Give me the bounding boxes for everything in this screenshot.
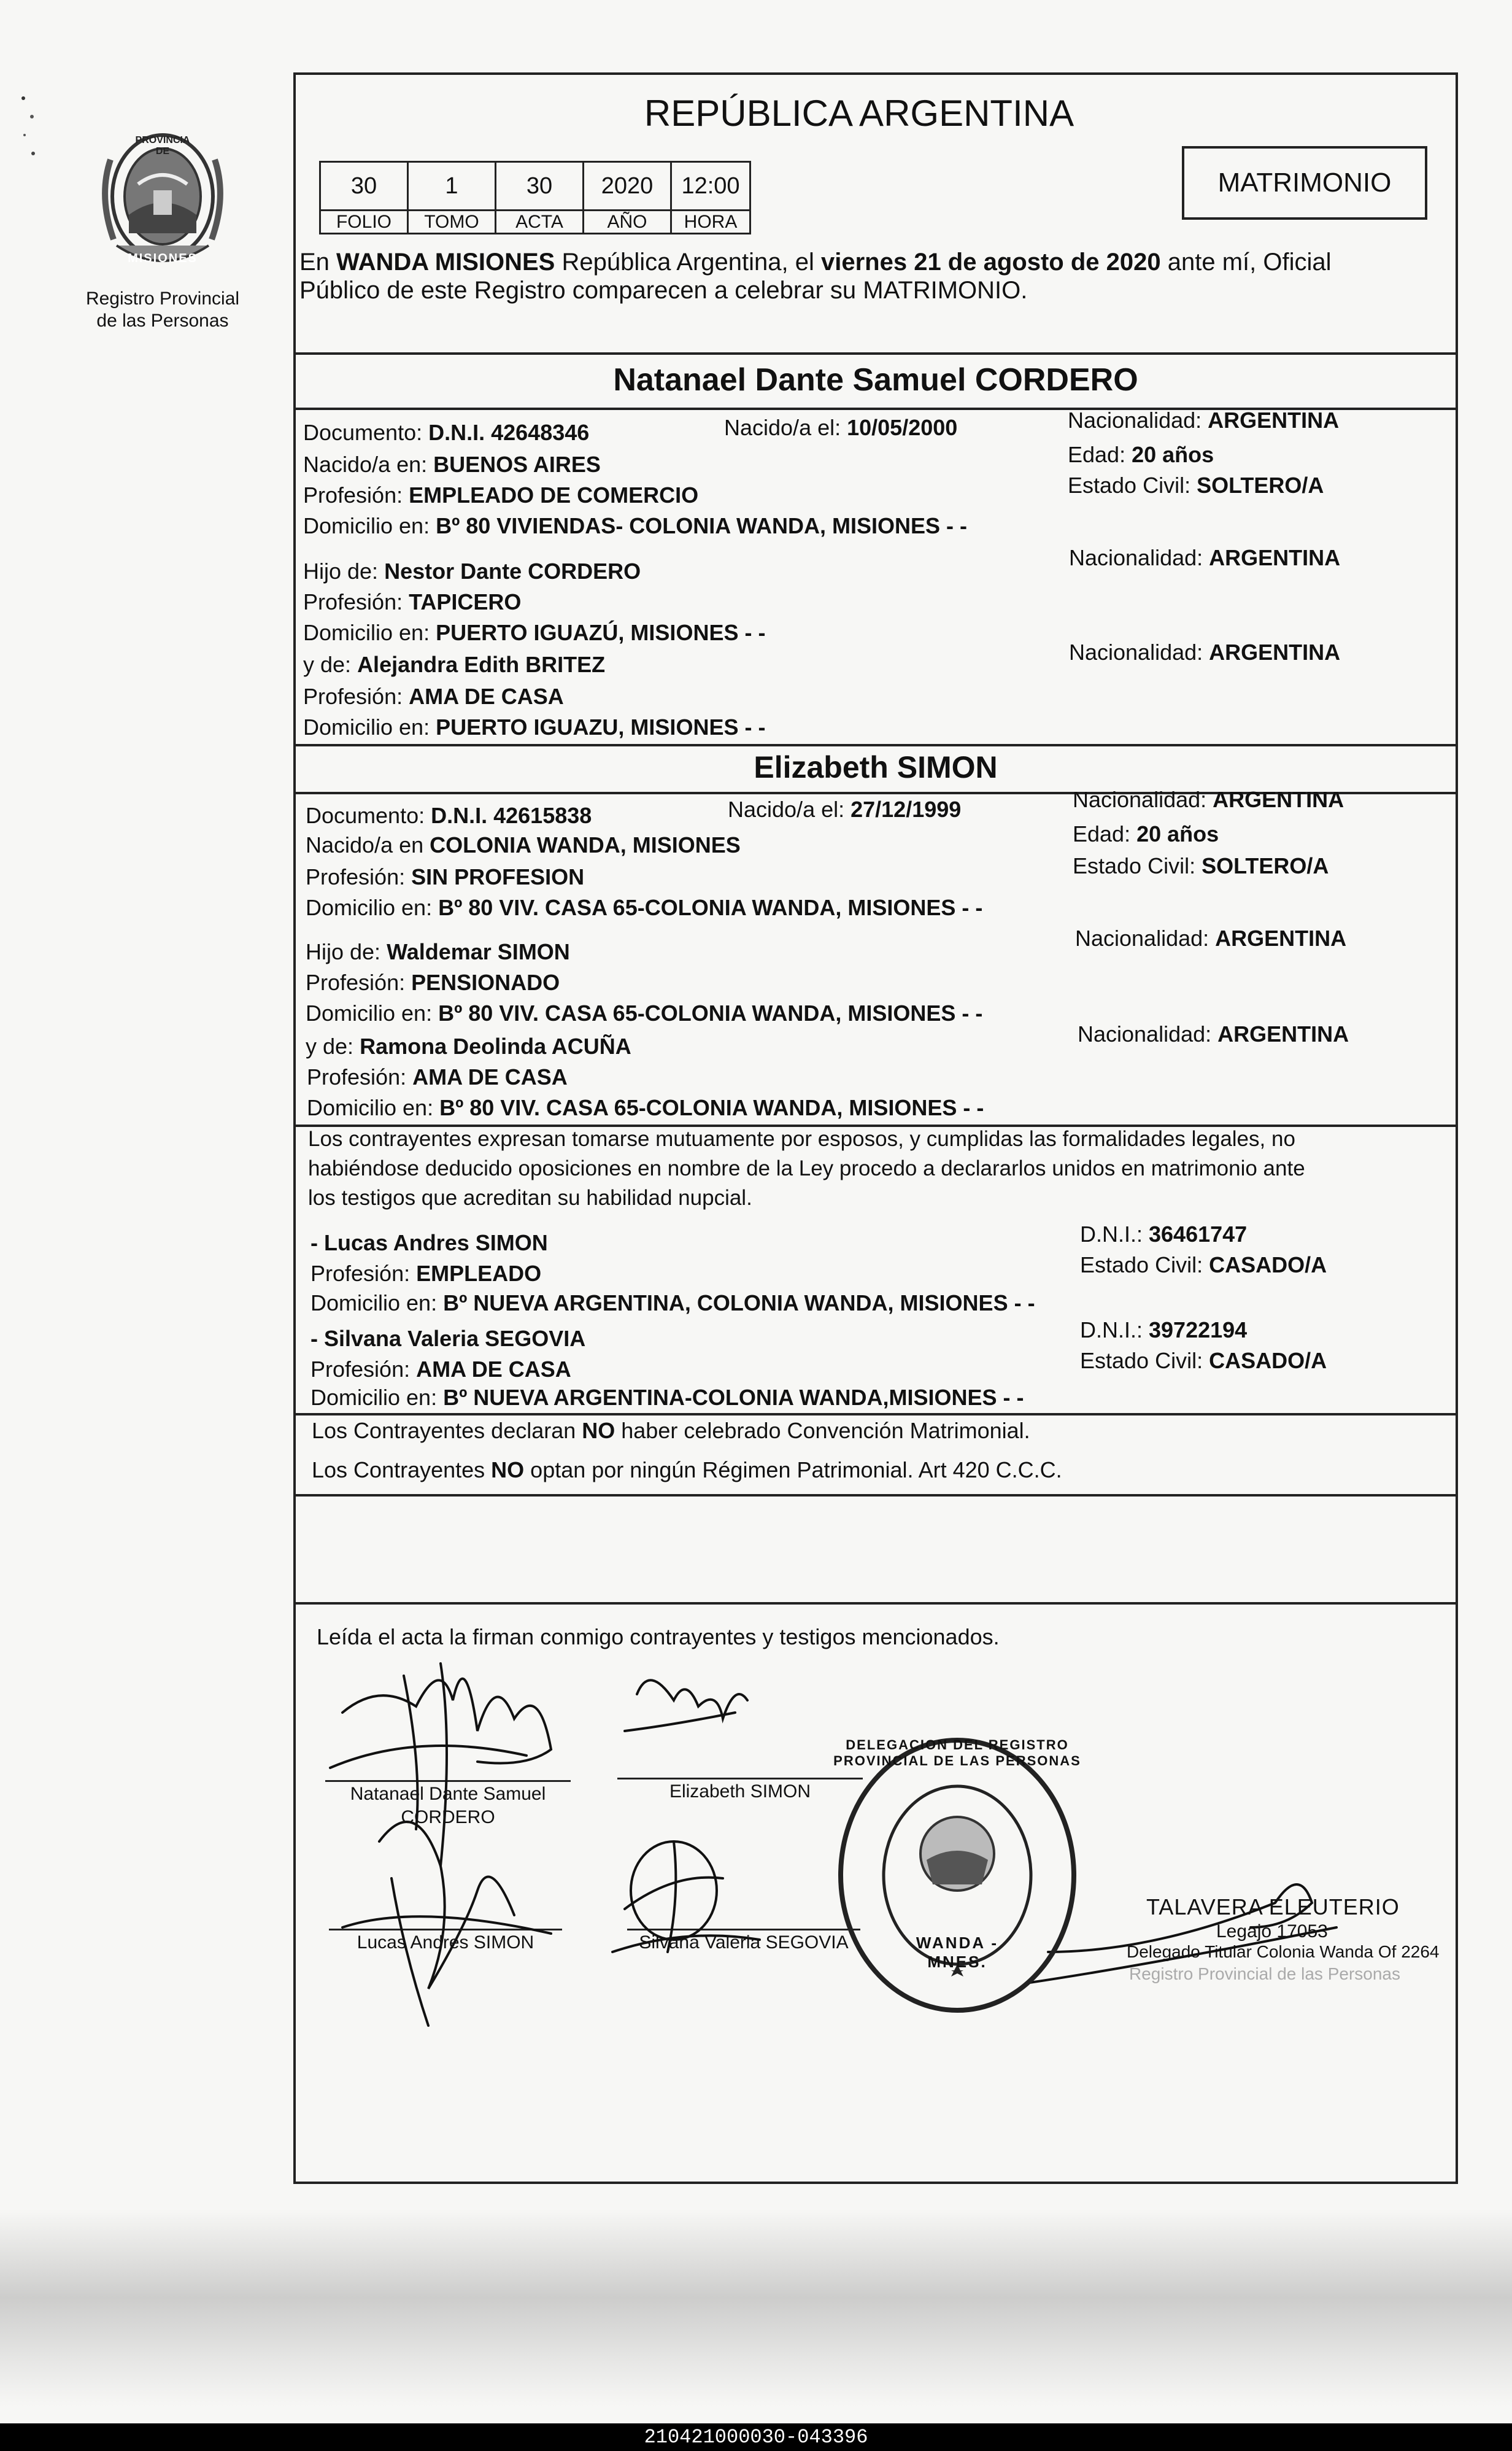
spouse1-father <box>303 559 641 584</box>
value: ARGENTINA <box>1208 408 1340 433</box>
divider <box>293 352 1458 355</box>
label: Nacido/a en <box>306 832 430 858</box>
divider <box>293 1413 1458 1415</box>
label: Hijo de: <box>303 559 385 584</box>
value: ARGENTINA <box>1209 640 1341 665</box>
spouse2-address <box>306 895 982 920</box>
witness1-name: - Lucas Andres SIMON <box>310 1230 548 1255</box>
province-seal <box>92 123 233 288</box>
declaration-line1: Los contrayentes expresan tomarse mutuamente por esposos, y cumplidas las formalidades legales, no <box>308 1127 1295 1151</box>
value: SOLTERO/A <box>1197 473 1324 498</box>
label: Nacido/a el: <box>728 797 851 822</box>
label: Nacido/a el: <box>724 415 847 440</box>
signature-label-witness2: Silvana Valeria SEGOVIA <box>639 1932 849 1953</box>
spouse2-mother-profession <box>307 1064 568 1090</box>
value: Bº 80 VIV. CASA 65-COLONIA WANDA, MISIONES - - <box>438 895 983 920</box>
value: AMA DE CASA <box>412 1064 568 1090</box>
label: Nacido/a en: <box>303 452 434 477</box>
spouse1-birthdate <box>724 415 957 440</box>
country-title: REPÚBLICA ARGENTINA <box>644 93 1074 134</box>
label: Profesión: <box>303 684 409 709</box>
label: Documento: <box>303 420 429 445</box>
witness2-dni <box>1080 1317 1247 1342</box>
stamp-outer-label <box>828 1737 1086 1769</box>
label: Domicilio en: <box>303 714 436 740</box>
value: Bº NUEVA ARGENTINA-COLONIA WANDA,MISIONES - - <box>443 1385 1024 1410</box>
value: PENSIONADO <box>411 970 560 995</box>
spouse2-mother-nationality <box>1078 1021 1349 1047</box>
spouse1-mother-address <box>303 714 765 740</box>
spouse1-nationality <box>1068 408 1339 433</box>
label: Profesión: <box>303 482 409 508</box>
witness2-name: - Silvana Valeria SEGOVIA <box>310 1326 586 1351</box>
tomo-label: TOMO <box>407 209 496 234</box>
witness2-civil-status <box>1080 1348 1327 1373</box>
spouse2-father-nationality <box>1075 926 1346 951</box>
spouse2-civil-status <box>1073 853 1329 878</box>
spouse1-address <box>303 513 967 538</box>
spouse1-name: Natanael Dante Samuel CORDERO <box>613 362 1138 398</box>
value: CASADO/A <box>1209 1348 1327 1373</box>
hora-label: HORA <box>670 209 751 234</box>
anio-label: AÑO <box>582 209 672 234</box>
spouse1-document <box>303 420 589 445</box>
spouse2-father-profession <box>306 970 560 995</box>
convention-line1 <box>312 1418 1030 1443</box>
intro-date: viernes 21 de agosto de 2020 <box>820 249 1161 276</box>
acta-label: ACTA <box>495 209 584 234</box>
spouse2-father-address <box>306 1001 982 1026</box>
spouse2-birthplace <box>306 832 741 858</box>
intro-text: República Argentina, el <box>555 249 821 276</box>
value: EMPLEADO DE COMERCIO <box>409 482 699 508</box>
value: COLONIA WANDA, MISIONES <box>430 832 741 858</box>
tomo-value: 1 <box>407 161 496 211</box>
label: D.N.I.: <box>1080 1317 1149 1342</box>
value: BUENOS AIRES <box>433 452 601 477</box>
folio-label: FOLIO <box>319 209 409 234</box>
registry-name-line1: Registro Provincial <box>85 288 240 309</box>
witness1-dni <box>1080 1222 1247 1247</box>
witness2-address <box>310 1385 1024 1410</box>
label: Domicilio en: <box>303 620 436 645</box>
value: ARGENTINA <box>1217 1021 1349 1047</box>
scan-shadow <box>0 2210 1512 2406</box>
signature-label-witness1: Lucas Andres SIMON <box>357 1932 534 1953</box>
registry-name-line2: de las Personas <box>96 311 229 331</box>
label: Nacionalidad: <box>1075 926 1216 951</box>
acta-value: 30 <box>495 161 584 211</box>
signatures-intro: Leída el acta la firman conmigo contrayentes y testigos mencionados. <box>317 1624 1000 1649</box>
spouse1-mother-profession <box>303 684 564 709</box>
value: CASADO/A <box>1209 1252 1327 1277</box>
label: Profesión: <box>307 1064 413 1090</box>
label: Domicilio en: <box>310 1385 444 1410</box>
value: Bº NUEVA ARGENTINA, COLONIA WANDA, MISIONES - - <box>443 1290 1035 1315</box>
value: Bº 80 VIV. CASA 65-COLONIA WANDA, MISIONES - - <box>438 1001 983 1026</box>
value: 10/05/2000 <box>847 415 958 440</box>
act-type-box: MATRIMONIO <box>1182 146 1427 220</box>
convention-line2 <box>312 1457 1062 1482</box>
value: 39722194 <box>1149 1317 1248 1342</box>
witness1-civil-status <box>1080 1252 1327 1277</box>
official-registry: Registro Provincial de las Personas <box>1129 1964 1400 1983</box>
text: Los Contrayentes declaran <box>312 1418 582 1443</box>
value: D.N.I. 42615838 <box>431 803 592 828</box>
label: Estado Civil: <box>1068 473 1197 498</box>
seal-bottom-text: MISIONES <box>128 252 198 265</box>
spouse2-mother-address <box>307 1095 984 1120</box>
signature-label-spouse2: Elizabeth SIMON <box>669 1781 811 1802</box>
spouse1-profession <box>303 482 698 508</box>
value: ARGENTINA <box>1213 787 1344 812</box>
record-index-grid <box>319 161 751 234</box>
label: Nacionalidad: <box>1073 787 1213 812</box>
label: Domicilio en: <box>307 1095 440 1120</box>
declaration-line2: habiéndose deducido oposiciones en nombre de la Ley procedo a declararlos unidos en matrimonio ante <box>308 1156 1305 1180</box>
spouse1-age <box>1068 442 1214 467</box>
stamp-center-text: WANDA - MNES. <box>916 1934 999 1971</box>
spouse2-profession <box>306 864 584 889</box>
spouse2-mother <box>306 1034 631 1059</box>
seal-top-text: PROVINCIA DE <box>135 135 190 157</box>
label: Edad: <box>1073 821 1137 846</box>
label: y de: <box>303 652 358 677</box>
value: ARGENTINA <box>1215 926 1347 951</box>
label: Estado Civil: <box>1080 1252 1209 1277</box>
value: Bº 80 VIVIENDAS- COLONIA WANDA, MISIONES - - <box>436 513 967 538</box>
spouse2-father <box>306 939 570 964</box>
label: Estado Civil: <box>1073 853 1202 878</box>
emphasis: NO <box>582 1418 615 1443</box>
intro-text: ante mí, Oficial <box>1160 249 1332 276</box>
value: EMPLEADO <box>416 1261 542 1286</box>
spouse1-birthplace <box>303 452 601 477</box>
value: PUERTO IGUAZU, MISIONES - - <box>436 714 766 740</box>
label: Profesión: <box>303 589 409 614</box>
value: D.N.I. 42648346 <box>428 420 590 445</box>
divider <box>293 1602 1458 1605</box>
witness1-profession <box>310 1261 541 1286</box>
spouse1-mother <box>303 652 605 677</box>
value: 20 años <box>1132 442 1214 467</box>
value: SIN PROFESION <box>411 864 585 889</box>
label: Documento: <box>306 803 431 828</box>
label: Nacionalidad: <box>1068 408 1208 433</box>
divider <box>293 1494 1458 1497</box>
anio-value: 2020 <box>582 161 672 211</box>
intro-line2: Público de este Registro comparecen a celebrar su MATRIMONIO. <box>299 277 1028 304</box>
official-name: TALAVERA ELEUTERIO <box>1146 1894 1400 1919</box>
value: SOLTERO/A <box>1202 853 1329 878</box>
value: Alejandra Edith BRITEZ <box>357 652 606 677</box>
hora-value: 12:00 <box>670 161 751 211</box>
divider <box>293 744 1458 746</box>
spouse2-nationality <box>1073 787 1344 812</box>
label: Domicilio en: <box>306 895 439 920</box>
value: AMA DE CASA <box>416 1357 571 1382</box>
value: 27/12/1999 <box>850 797 962 822</box>
label: D.N.I.: <box>1080 1222 1149 1247</box>
value: 36461747 <box>1149 1222 1248 1247</box>
official-stamp <box>828 1731 1086 2019</box>
value: Waldemar SIMON <box>387 939 570 964</box>
label: Domicilio en: <box>306 1001 439 1026</box>
text: Los Contrayentes <box>312 1457 492 1482</box>
text: optan por ningún Régimen Patrimonial. Art 420 C.C.C. <box>524 1457 1062 1482</box>
label: Domicilio en: <box>310 1290 444 1315</box>
spouse1-father-nationality <box>1069 545 1340 570</box>
folio-value: 30 <box>319 161 409 211</box>
emphasis: NO <box>491 1457 525 1482</box>
witness2-profession <box>310 1357 571 1382</box>
intro-text: En <box>299 249 337 276</box>
label: Nacionalidad: <box>1069 545 1209 570</box>
value: Ramona Deolinda ACUÑA <box>360 1034 631 1059</box>
spouse2-document <box>306 803 592 828</box>
label: Hijo de: <box>306 939 387 964</box>
value: PUERTO IGUAZÚ, MISIONES - - <box>436 620 766 645</box>
label: Profesión: <box>306 864 412 889</box>
value: TAPICERO <box>409 589 522 614</box>
official-title: Delegado Titular Colonia Wanda Of 2264 <box>1127 1942 1440 1961</box>
signature-label-spouse1-surname: CORDERO <box>401 1807 495 1827</box>
spouse2-name: Elizabeth SIMON <box>754 750 998 784</box>
value: ARGENTINA <box>1209 545 1341 570</box>
spouse1-civil-status <box>1068 473 1324 498</box>
spouse1-mother-nationality <box>1069 640 1340 665</box>
scan-marks <box>18 92 37 166</box>
label: y de: <box>306 1034 360 1059</box>
label: Profesión: <box>310 1357 417 1382</box>
official-legajo: Legajo 17053 <box>1216 1921 1328 1942</box>
value: Bº 80 VIV. CASA 65-COLONIA WANDA, MISIONES - - <box>439 1095 984 1120</box>
value: Nestor Dante CORDERO <box>384 559 641 584</box>
witness1-address <box>310 1290 1035 1315</box>
value: AMA DE CASA <box>409 684 564 709</box>
spouse2-age <box>1073 821 1219 846</box>
value: 20 años <box>1136 821 1219 846</box>
spouse2-birthdate <box>728 797 961 822</box>
label: Edad: <box>1068 442 1132 467</box>
declaration-line3: los testigos que acreditan su habilidad nupcial. <box>308 1186 752 1210</box>
text: haber celebrado Convención Matrimonial. <box>615 1418 1030 1443</box>
label: Profesión: <box>306 970 412 995</box>
document-barcode-id: 210421000030-043396 <box>0 2423 1512 2451</box>
intro-line1 <box>299 248 1331 276</box>
signature-label-spouse1: Natanael Dante Samuel <box>350 1784 546 1804</box>
label: Domicilio en: <box>303 513 436 538</box>
intro-place: WANDA MISIONES <box>336 249 555 276</box>
stamp-text: DELEGACION DEL REGISTRO PROVINCIAL DE LAS PERSONAS <box>833 1737 1081 1768</box>
label: Nacionalidad: <box>1069 640 1209 665</box>
label: Estado Civil: <box>1080 1348 1209 1373</box>
spouse1-father-address <box>303 620 765 645</box>
label: Nacionalidad: <box>1078 1021 1218 1047</box>
label: Profesión: <box>310 1261 417 1286</box>
spouse1-father-profession <box>303 589 521 614</box>
